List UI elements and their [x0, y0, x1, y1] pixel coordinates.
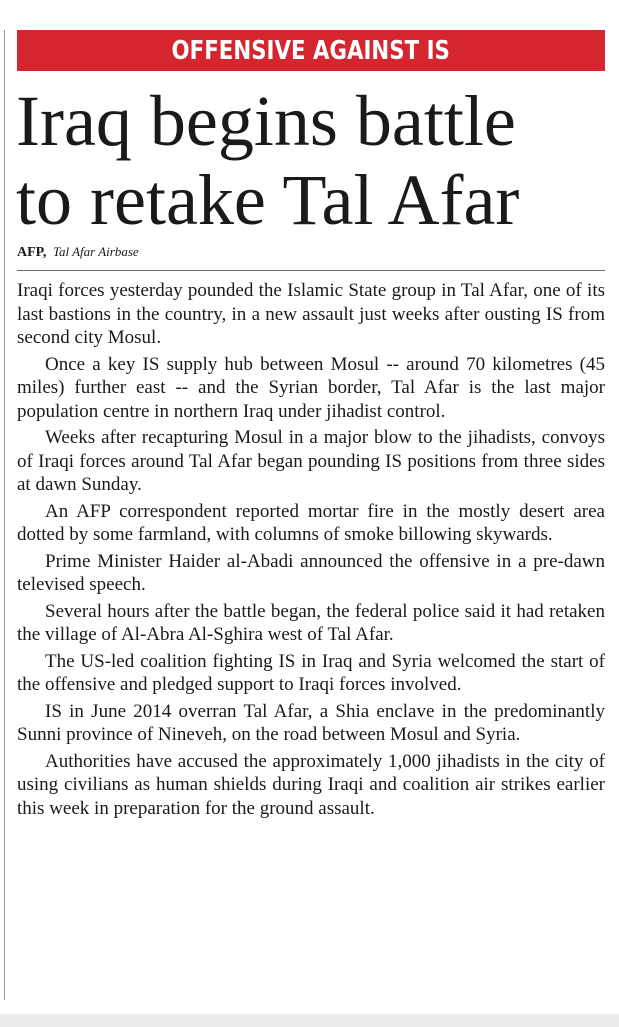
paragraph: IS in June 2014 overran Tal Afar, a Shia enclave in the predominantly Sunni province of Nineveh, on the road between Mosul and Syria. — [17, 700, 605, 745]
byline-agency: AFP, — [17, 245, 47, 260]
paragraph: Once a key IS supply hub between Mosul -- around 70 kilometres (45 miles) further east -- and the Syrian border, Tal Afar is the last major population centre in northern Iraq under jihadist control. — [17, 353, 605, 422]
page-bottom-band — [0, 1014, 619, 1027]
byline — [17, 244, 139, 261]
headline-line-1: Iraq begins battle — [16, 81, 516, 161]
section-kicker-banner — [17, 30, 605, 71]
paragraph: Prime Minister Haider al-Abadi announced the offensive in a pre-dawn televised speech. — [17, 550, 605, 595]
paragraph: Iraqi forces yesterday pounded the Islamic State group in Tal Afar, one of its last bastions in the country, in a new assault just weeks after ousting IS from second city Mosul. — [17, 280, 605, 348]
article-body — [17, 279, 605, 823]
paragraph: Weeks after recapturing Mosul in a major blow to the jihadists, convoys of Iraqi forces around Tal Afar began pounding IS positions from three sides at dawn Sunday. — [17, 427, 605, 495]
paragraph: Several hours after the battle began, the federal police said it had retaken the village of Al-Abra Al-Sghira west of Tal Afar. — [17, 600, 605, 645]
paragraph: Authorities have accused the approximately 1,000 jihadists in the city of using civilians as human shields during Iraqi and coalition air strikes earlier this week in preparation for the ground assault. — [17, 750, 605, 819]
article-headline — [16, 82, 611, 240]
column-rule — [4, 30, 5, 1000]
paragraph: An AFP correspondent reported mortar fire in the mostly desert area dotted by some farmland, with columns of smoke billowing skywards. — [17, 500, 605, 545]
headline-line-2: to retake Tal Afar — [16, 160, 520, 240]
paragraph: The US-led coalition fighting IS in Iraq and Syria welcomed the start of the offensive and pledged support to Iraqi forces involved. — [17, 650, 605, 695]
headline-divider — [17, 270, 605, 271]
byline-dateline: Tal Afar Airbase — [52, 244, 139, 259]
section-kicker-label: OFFENSIVE AGAINST IS — [171, 35, 451, 66]
